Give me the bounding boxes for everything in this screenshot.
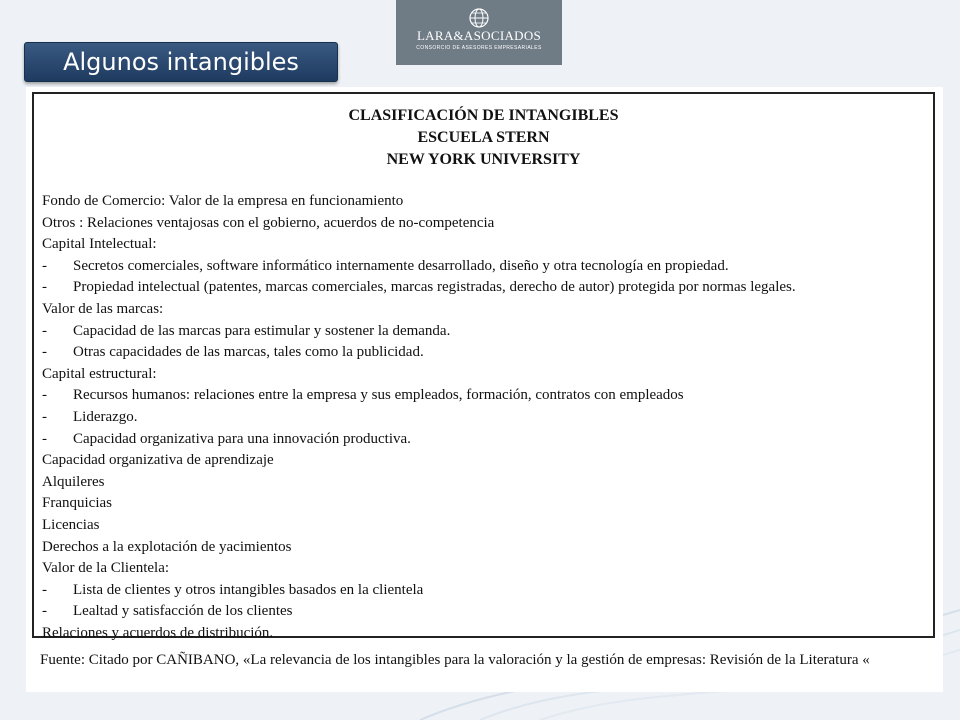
list-item-text: Valor de las marcas: (42, 300, 164, 317)
list-subitem (42, 601, 932, 623)
list-item-text: Liderazgo. (73, 408, 138, 425)
list-item-text: Capacidad de las marcas para estimular y sostener la demanda. (73, 322, 451, 339)
list-item-text: Valor de la Clientela: (42, 560, 170, 577)
classification-list (42, 191, 932, 644)
list-item-text: Otras capacidades de las marcas, tales como la publicidad. (73, 344, 424, 361)
dash-bullet: - (42, 430, 47, 447)
document-image (26, 87, 943, 692)
document-heading (34, 105, 933, 171)
list-item-text: Capacidad organizativa para una innovación productiva. (73, 430, 411, 447)
list-item (42, 472, 932, 494)
list-item-text: Capital Intelectual: (42, 236, 157, 253)
heading-line: NEW YORK UNIVERSITY (386, 151, 581, 168)
dash-bullet: - (42, 387, 47, 404)
list-item (42, 493, 932, 515)
list-subitem (42, 342, 932, 364)
globe-icon (465, 7, 493, 29)
logo-name: LARA&ASOCIADOS (416, 28, 542, 43)
dash-bullet: - (42, 581, 47, 598)
list-item (42, 450, 932, 472)
slide-title: Algunos intangibles (24, 42, 338, 82)
list-item-text: Recursos humanos: relaciones entre la empresa y sus empleados, formación, contratos con empleados (73, 387, 684, 404)
list-item-text: Otros : Relaciones ventajosas con el gobierno, acuerdos de no-competencia (42, 214, 495, 231)
dash-bullet: - (42, 408, 47, 425)
list-subitem (42, 407, 932, 429)
list-item-text: Lealtad y satisfacción de los clientes (73, 603, 293, 620)
list-item-text: Licencias (42, 516, 100, 533)
list-item (42, 515, 932, 537)
company-logo (396, 0, 562, 65)
list-item-text: Franquicias (42, 495, 112, 512)
list-item-text: Derechos a la explotación de yacimientos (42, 538, 292, 555)
list-subitem (42, 385, 932, 407)
list-item-text: Alquileres (42, 473, 105, 490)
list-subitem (42, 429, 932, 451)
source-citation: Fuente: Citado por CAÑIBANO, «La relevancia de los intangibles para la valoración y la gestión de empresas: Revisión de la Literatura « (40, 652, 870, 668)
list-item (42, 234, 932, 256)
dash-bullet: - (42, 279, 47, 296)
list-item-text: Capacidad organizativa de aprendizaje (42, 452, 274, 469)
list-item-text: Secretos comerciales, software informático internamente desarrollado, diseño y otra tecnología en propiedad. (73, 257, 729, 274)
list-item (42, 537, 932, 559)
logo-tagline: CONSORCIO DE ASESORES EMPRESARIALES (416, 45, 542, 51)
list-item-text: Fondo de Comercio: Valor de la empresa en funcionamiento (42, 193, 404, 209)
list-item (42, 558, 932, 580)
list-item (42, 364, 932, 386)
list-subitem (42, 321, 932, 343)
dash-bullet: - (42, 603, 47, 620)
list-subitem (42, 256, 932, 278)
list-item-text: Lista de clientes y otros intangibles basados en la clientela (73, 581, 424, 598)
heading-line: CLASIFICACIÓN DE INTANGIBLES (348, 107, 619, 124)
intangibles-classification-box (32, 92, 935, 641)
list-item (42, 299, 932, 321)
list-item (42, 623, 932, 645)
list-subitem (42, 580, 932, 602)
list-item-text: Relaciones y acuerdos de distribución. (42, 624, 274, 641)
dash-bullet: - (42, 322, 47, 339)
list-item (42, 191, 932, 213)
list-subitem (42, 277, 932, 299)
dash-bullet: - (42, 344, 47, 361)
list-item-text: Capital estructural: (42, 365, 157, 382)
list-item-text: Propiedad intelectual (patentes, marcas comerciales, marcas registradas, derecho de autor) protegida por normas legales. (73, 279, 796, 296)
dash-bullet: - (42, 257, 47, 274)
heading-line: ESCUELA STERN (417, 129, 550, 146)
list-item (42, 213, 932, 235)
